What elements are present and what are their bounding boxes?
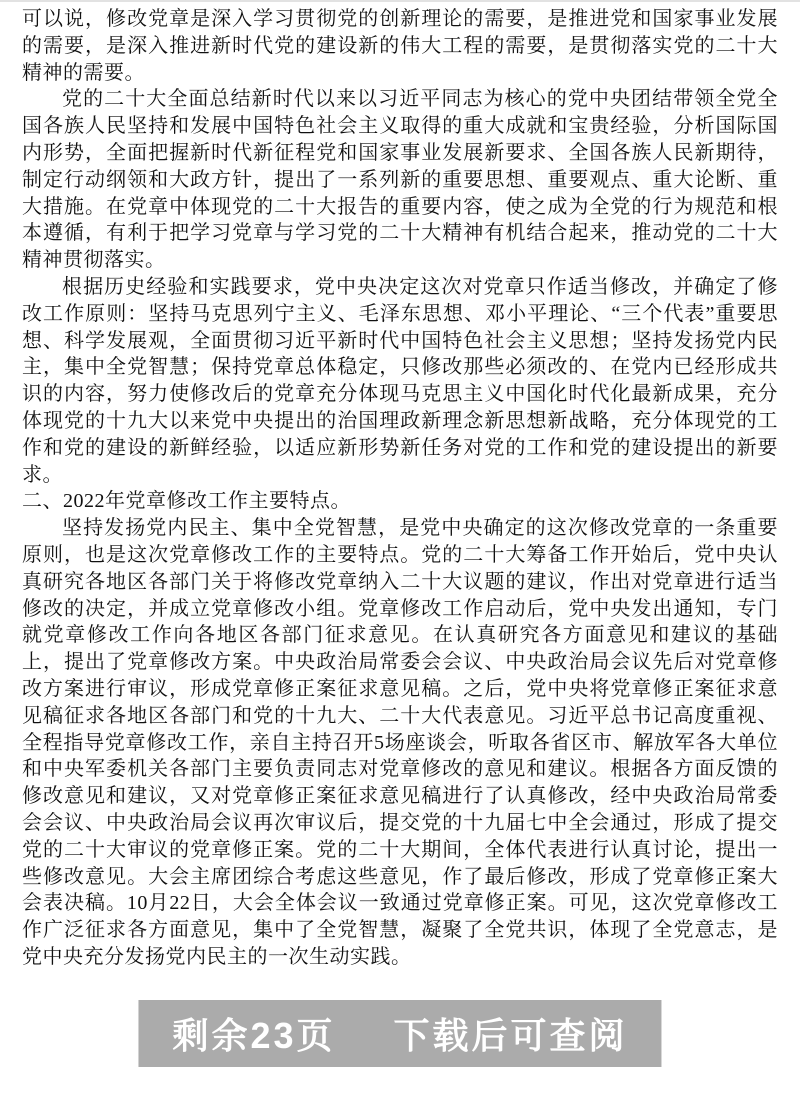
paragraph: 坚持发扬党内民主、集中全党智慧，是党中央确定的这次修改党章的一条重要原则，也是这次党章修改工作的主要特点。党的二十大筹备工作开始后，党中央认真研究各地区各部门关于将修改党章纳入二十大议题的建议，作出对党章进行适当修改的决定，并成立党章修改小组。党章修改工作启动后，党中央发出通知，专门就党章修改工作向各地区各部门征求意见。在认真研究各方面意见和建议的基础上，提出了党章修改方案。中央政治局常委会会议、中央政治局会议先后对党章修改方案进行审议，形成党章修正案征求意见稿。之后，党中央将党章修正案征求意见稿征求各地区各部门和党的十九大、二十大代表意见。习近平总书记高度重视、全程指导党章修改工作，亲自主持召开5场座谈会，听取各省区市、解放军各大单位和中央军委机关各部门主要负责同志对党章修改的意见和建议。根据各方面反馈的修改意见和建议，又对党章修正案征求意见稿进行了认真修改，经中央政治局常委会会议、中央政治局会议再次审议后，提交党的十九届七中全会通过，形成了提交党的二十大审议的党章修正案。党的二十大期间，全体代表进行认真讨论，提出一些修改意见。大会主席团综合考虑这些意见，作了最后修改，形成了党章修正案大会表决稿。10月22日，大会全体会议一致通过党章修正案。可见，这次党章修改工作广泛征求各方面意见，集中了全党智慧，凝聚了全党共识，体现了全党意志，是党中央充分发扬党内民主的一次生动实践。 bbox=[22, 517, 778, 968]
paragraph: 根据历史经验和实践要求，党中央决定这次对党章只作适当修改，并确定了修改工作原则：坚持马克思列宁主义、毛泽东思想、邓小平理论、“三个代表”重要思想、科学发展观，全面贯彻习近平新时代中国特色社会主义思想；坚持发扬党内民主，集中全党智慧；保持党章总体稳定，只修改那些必须改的、在党内已经形成共识的内容，努力使修改后的党章充分体现马克思主义中国化时代化最新成果，充分体现党的十九大以来党中央提出的治国理政新理念新思想新战略，充分体现党的工作和党的建设的新鲜经验，以适应新形势新任务对党的工作和党的建设提出的新要求。 bbox=[22, 275, 778, 486]
paragraph: 党的二十大全面总结新时代以来以习近平同志为核心的党中央团结带领全党全国各族人民坚持和发展中国特色社会主义取得的重大成就和宝贵经验，分析国际国内形势，全面把握新时代新征程党和国家事业发展新要求、全国各族人民新期待，制定行动纲领和大政方针，提出了一系列新的重要思想、重要观点、重大论断、重大措施。在党章中体现党的二十大报告的重要内容，使之成为全党的行为规范和根本遵循，有利于把学习党章与学习党的二十大精神有机结合起来，推动党的二十大精神贯彻落实。 bbox=[22, 88, 778, 272]
paragraph: 可以说，修改党章是深入学习贯彻党的创新理论的需要，是推进党和国家事业发展的需要，是深入推进新时代党的建设新的伟大工程的需要，是贯彻落实党的二十大精神的需要。 bbox=[22, 8, 778, 84]
download-hint-text: 下载后可查阅 bbox=[393, 1015, 628, 1056]
remaining-pages-text: 剩余23页 bbox=[172, 1015, 336, 1056]
download-banner[interactable] bbox=[138, 1000, 661, 1067]
section-heading: 二、2022年党章修改工作主要特点。 bbox=[22, 490, 351, 513]
document-body bbox=[0, 2, 800, 971]
